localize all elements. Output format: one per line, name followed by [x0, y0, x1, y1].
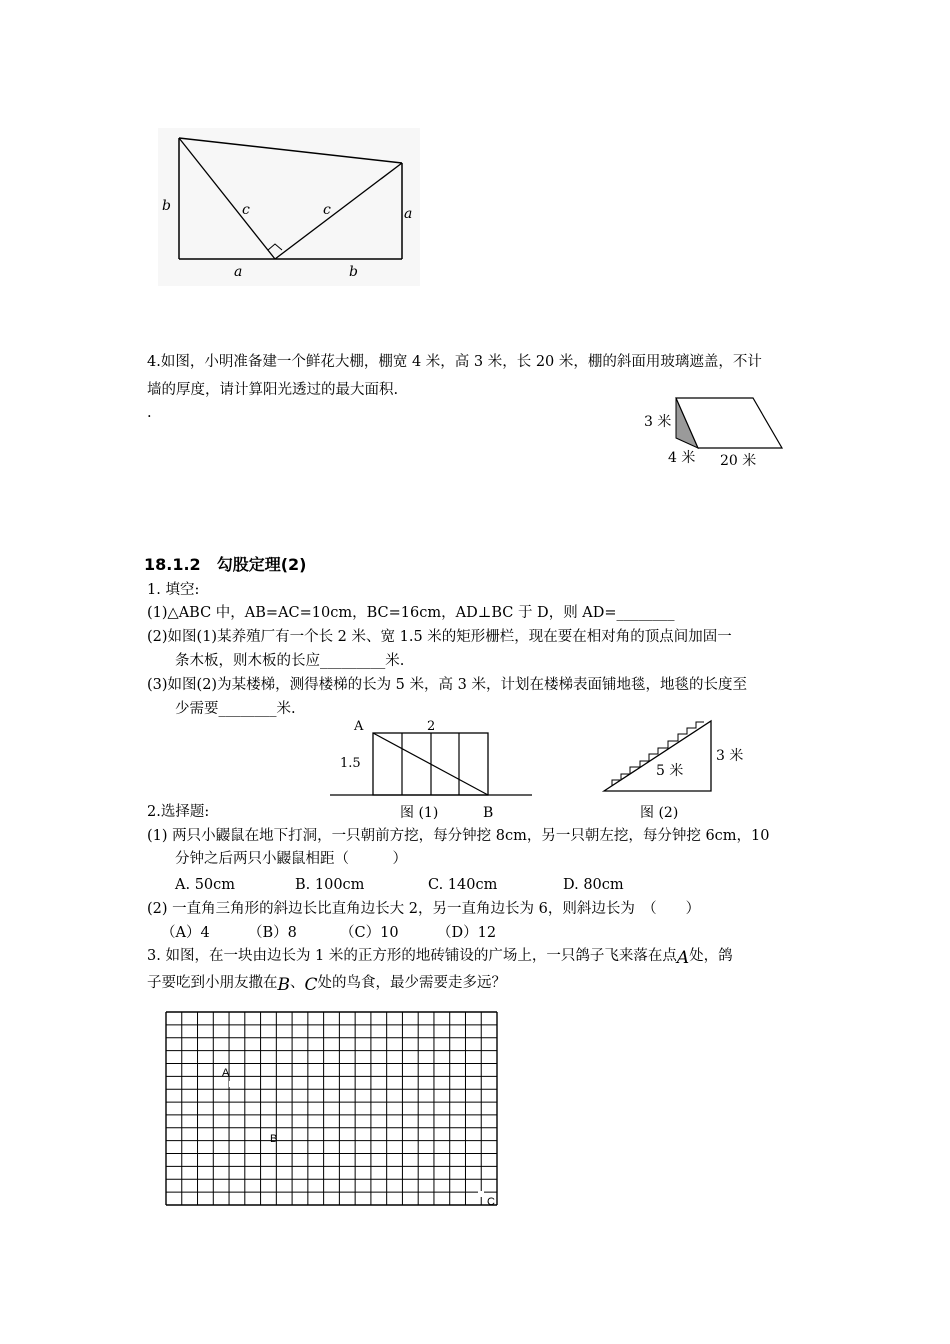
point-c-marker: [478, 1191, 484, 1197]
q3-line2-b: 、: [290, 975, 305, 991]
gh-height-label: 3 米: [644, 414, 672, 430]
fence-figure: [328, 716, 534, 821]
q1-p2b: 条木板，则木板的长应_________米.: [175, 653, 405, 669]
q3-line2-c: 处的鸟食，最少需要走多远？: [317, 975, 507, 991]
stairs-caption: 图 (2): [640, 805, 679, 821]
point-a-marker: [229, 1081, 235, 1087]
q2-p2-option-b: （B）8: [248, 925, 297, 941]
q3-line1-b: 处，鸽: [689, 948, 733, 964]
stairs-height-label: 3 米: [716, 748, 744, 764]
q2-p2-option-d: （D）12: [437, 925, 497, 941]
q2-p1a: (1) 两只小鼹鼠在地下打洞，一只朝前方挖，每分钟挖 8cm，另一只朝左挖，每分钟挖 6cm，10: [147, 828, 770, 844]
q3-var-a: A: [676, 948, 690, 968]
q2-p1b: 分钟之后两只小鼹鼠相距（ ）: [175, 851, 407, 867]
grid-label-a: A: [222, 1067, 230, 1079]
q3-line2-a: 子要吃到小朋友撒在: [147, 975, 278, 991]
gh-width-label: 4 米: [668, 450, 696, 466]
q3-line2: [147, 973, 507, 995]
fence-label-a: A: [354, 719, 364, 734]
q3-line1: [147, 946, 733, 968]
stairs-figure: [598, 714, 758, 822]
q2-p1-option-a: A. 50cm: [175, 877, 236, 893]
q2-p1-option-c: C. 140cm: [428, 877, 498, 893]
grid-label-b: B: [270, 1133, 278, 1145]
label-c-left: c: [242, 202, 250, 218]
label-c-right: c: [323, 202, 331, 218]
q1-p2a: (2)如图(1)某养殖厂有一个长 2 米、宽 1.5 米的矩形栅栏，现在要在相对角的顶点间加固一: [147, 629, 732, 645]
q1-title: 1. 填空:: [147, 582, 200, 598]
q2-title: 2.选择题:: [147, 804, 210, 820]
grid-label-c: C: [487, 1196, 495, 1208]
q2-p2-option-c: （C）10: [340, 925, 399, 941]
q3-var-b: B: [277, 975, 290, 995]
stairs-length-label: 5 米: [656, 763, 684, 779]
q3-var-c: C: [304, 975, 318, 995]
label-a-right: a: [404, 206, 413, 222]
q2-p2-option-a: （A）4: [161, 925, 210, 941]
q1-p3b: 少需要________米.: [175, 701, 296, 717]
label-b-left: b: [162, 198, 171, 214]
q4-line1: 4.如图，小明准备建一个鲜花大棚，棚宽 4 米，高 3 米，长 20 米，棚的斜面用玻璃遮盖，不计: [147, 354, 762, 370]
q2-p1-option-b: B. 100cm: [295, 877, 365, 893]
label-a-bottom: a: [234, 264, 243, 280]
greenhouse-figure: [638, 395, 808, 470]
fence-caption: 图 (1): [400, 805, 439, 821]
section-title: 18.1.2 勾股定理(2): [144, 555, 307, 574]
fence-label-2: 2: [427, 719, 436, 734]
trapezoid-figure: [158, 128, 420, 286]
point-b-marker: [277, 1130, 283, 1136]
q4-dot: .: [147, 405, 152, 421]
grid-lines: [166, 1012, 497, 1205]
q1-p1: (1)△ABC 中，AB=AC=10cm，BC=16cm，AD⊥BC 于 D，则 AD=________: [147, 605, 675, 621]
square-grid: [162, 1008, 504, 1214]
q4-line2: 墙的厚度，请计算阳光透过的最大面积.: [147, 382, 399, 398]
fence-label-15: 1.5: [340, 756, 361, 771]
gh-length-label: 20 米: [720, 453, 757, 469]
q2-p2: (2) 一直角三角形的斜边长比直角边长大 2，另一直角边长为 6，则斜边长为 （ ）: [147, 901, 701, 917]
label-b-bottom: b: [349, 264, 358, 280]
fence-label-b: B: [483, 805, 494, 821]
q2-p1-option-d: D. 80cm: [563, 877, 624, 893]
q1-p3a: (3)如图(2)为某楼梯，测得楼梯的长为 5 米，高 3 米，计划在楼梯表面铺地毯，地毯的长度至: [147, 677, 747, 693]
q3-line1-a: 3. 如图，在一块由边长为 1 米的正方形的地砖铺设的广场上，一只鸽子飞来落在点: [147, 948, 677, 964]
